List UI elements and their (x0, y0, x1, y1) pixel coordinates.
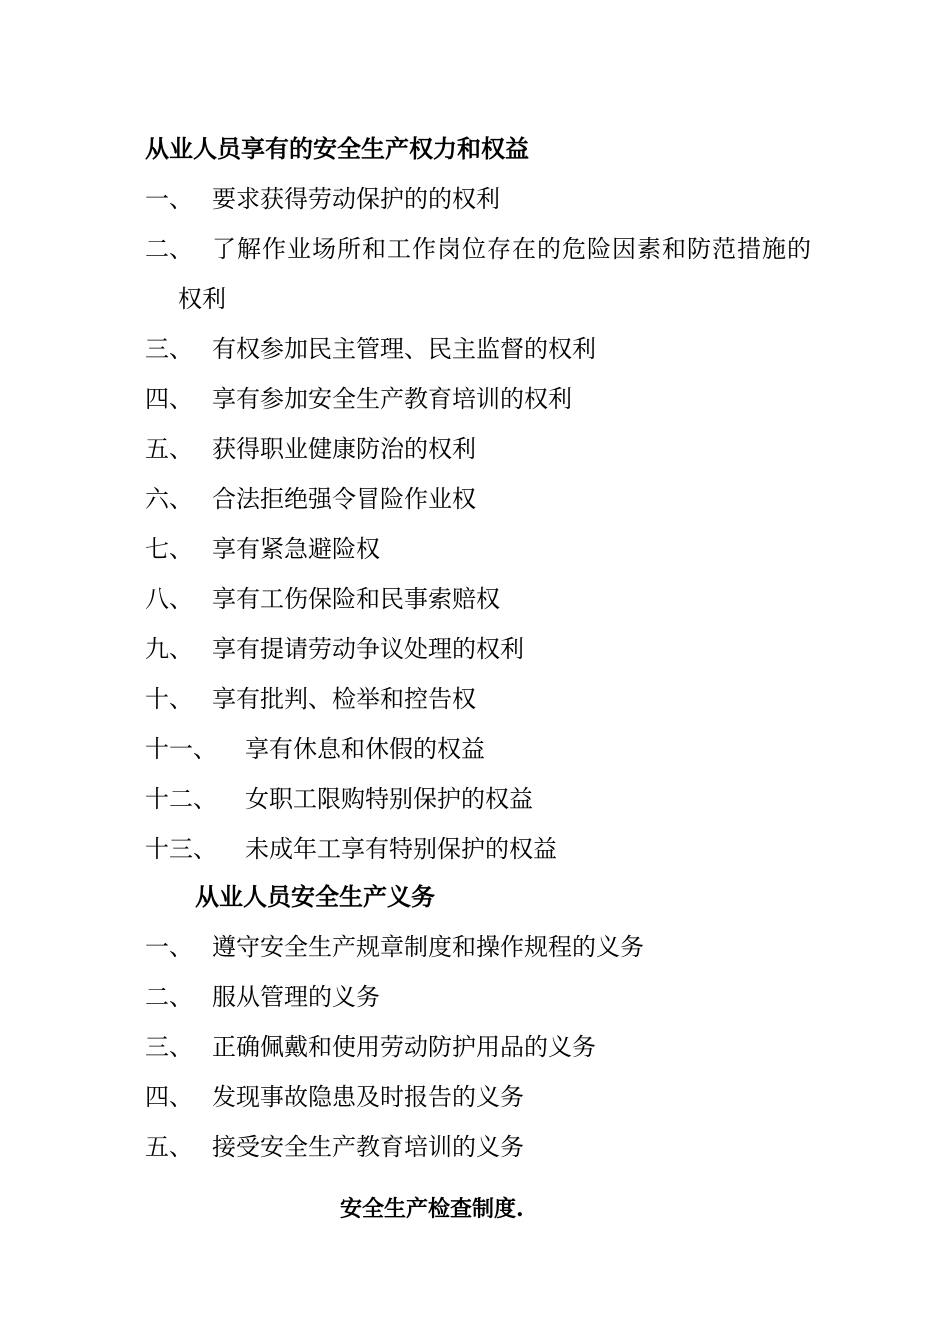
item-number: 十三、 (145, 835, 217, 863)
item-text-continuation: 权利 (178, 285, 226, 313)
item-number: 三、 (145, 1033, 193, 1061)
rights-title: 从业人员享有的安全生产权力和权益 (145, 134, 529, 163)
footer-title: 安全生产检查制度. (340, 1196, 524, 1222)
item-number: 四、 (145, 385, 193, 413)
item-text: 要求获得劳动保护的的权利 (212, 185, 500, 213)
item-text: 享有参加安全生产教育培训的权利 (212, 385, 572, 413)
item-text: 遵守安全生产规章制度和操作规程的义务 (212, 933, 644, 961)
item-text: 正确佩戴和使用劳动防护用品的义务 (212, 1033, 596, 1061)
item-text: 享有批判、检举和控告权 (212, 685, 476, 713)
item-text: 有权参加民主管理、民主监督的权利 (212, 335, 596, 363)
item-number: 十二、 (145, 785, 217, 813)
item-number: 八、 (145, 585, 193, 613)
item-text: 接受安全生产教育培训的义务 (212, 1133, 524, 1161)
item-text: 享有提请劳动争议处理的权利 (212, 635, 524, 663)
item-number: 一、 (145, 185, 193, 213)
item-text: 享有休息和休假的权益 (245, 735, 485, 763)
duties-title: 从业人员安全生产义务 (195, 882, 435, 911)
item-number: 三、 (145, 335, 193, 363)
item-number: 一、 (145, 933, 193, 961)
item-number: 五、 (145, 435, 193, 463)
item-text: 发现事故隐患及时报告的义务 (212, 1083, 524, 1111)
item-number: 九、 (145, 635, 193, 663)
item-text: 获得职业健康防治的权利 (212, 435, 476, 463)
item-number: 六、 (145, 485, 193, 513)
item-text: 女职工限购特别保护的权益 (245, 785, 533, 813)
item-text: 享有工伤保险和民事索赔权 (212, 585, 500, 613)
item-number: 十、 (145, 685, 193, 713)
item-number: 五、 (145, 1133, 193, 1161)
item-number: 七、 (145, 535, 193, 563)
item-text: 未成年工享有特别保护的权益 (245, 835, 557, 863)
item-text: 服从管理的义务 (212, 983, 380, 1011)
item-number: 十一、 (145, 735, 217, 763)
item-number: 二、 (145, 983, 193, 1011)
item-text: 了解作业场所和工作岗位存在的危险因素和防范措施的 (212, 235, 812, 263)
item-text: 合法拒绝强令冒险作业权 (212, 485, 476, 513)
item-number: 四、 (145, 1083, 193, 1111)
item-number: 二、 (145, 235, 193, 263)
item-text: 享有紧急避险权 (212, 535, 380, 563)
